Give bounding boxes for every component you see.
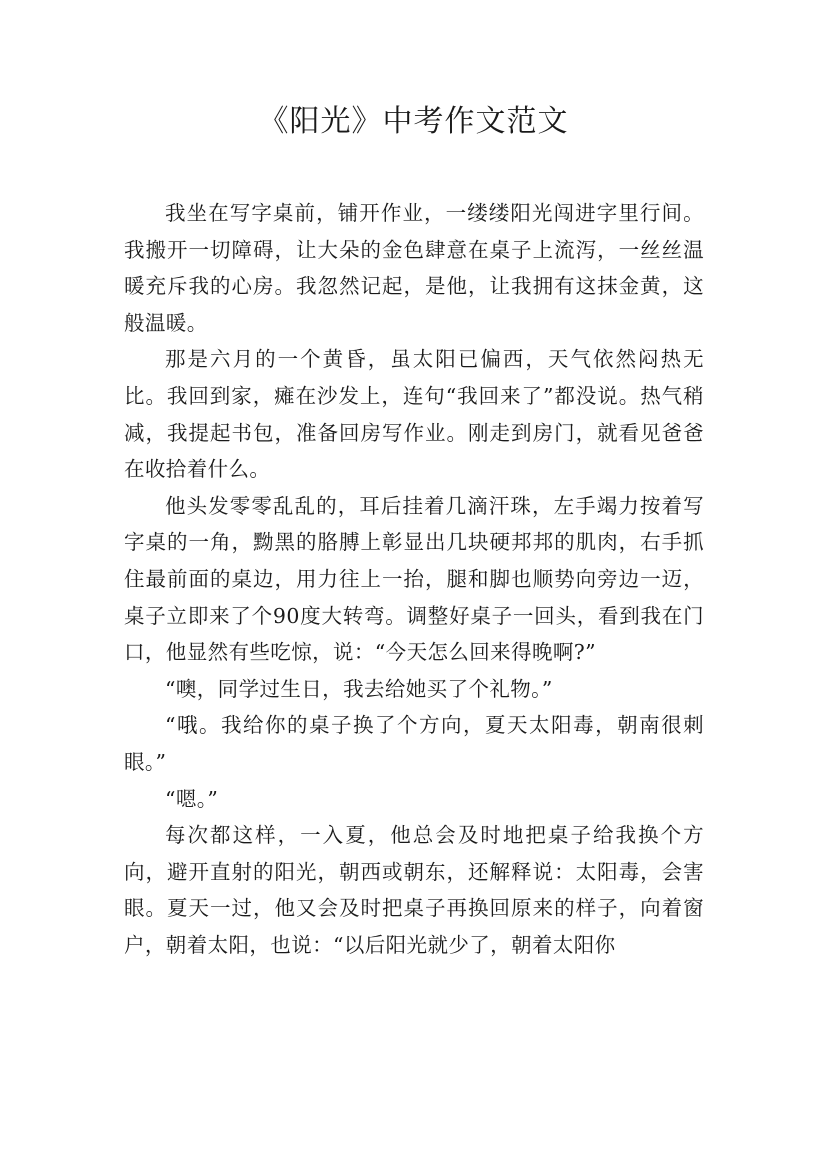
document-body <box>124 195 704 963</box>
paragraph-2: 那是六月的一个黄昏，虽太阳已偏西，天气依然闷热无比。我回到家，瘫在沙发上，连句“我回来了”都没说。热气稍减，我提起书包，准备回房写作业。刚走到房门，就看见爸爸在收拾着什么。 <box>124 347 704 482</box>
paragraph-5: “哦。我给你的桌子换了个方向，夏天太阳毒，朝南很刺眼。” <box>124 713 704 774</box>
paragraph-6: “嗯。” <box>165 786 219 811</box>
paragraph-1: 我坐在写字桌前，铺开作业，一缕缕阳光闯进字里行间。我搬开一切障碍，让大朵的金色肆意在桌子上流泻，一丝丝温暖充斥我的心房。我忽然记起，是他，让我拥有这抹金黄，这般温暖。 <box>124 201 704 335</box>
paragraph-3: 他头发零零乱乱的，耳后挂着几滴汗珠，左手竭力按着写字桌的一角，黝黑的胳膊上彰显出几块硬邦邦的肌肉，右手抓住最前面的桌边，用力往上一抬，腿和脚也顺势向旁边一迈，桌子立即来了个90度大转弯。调整好桌子一回头，看到我在门口，他显然有些吃惊，说：“今天怎么回来得晚啊?” <box>124 493 704 665</box>
paragraph-7: 每次都这样，一入夏，他总会及时地把桌子给我换个方向，避开直射的阳光，朝西或朝东，还解释说：太阳毒，会害眼。夏天一过，他又会及时把桌子再换回原来的样子，向着窗户，朝着太阳，也说：“以后阳光就少了，朝着太阳你 <box>124 823 704 957</box>
paragraph-4: “噢，同学过生日，我去给她买了个礼物。” <box>165 676 553 701</box>
document-title: 《阳光》中考作文范文 <box>258 104 569 139</box>
